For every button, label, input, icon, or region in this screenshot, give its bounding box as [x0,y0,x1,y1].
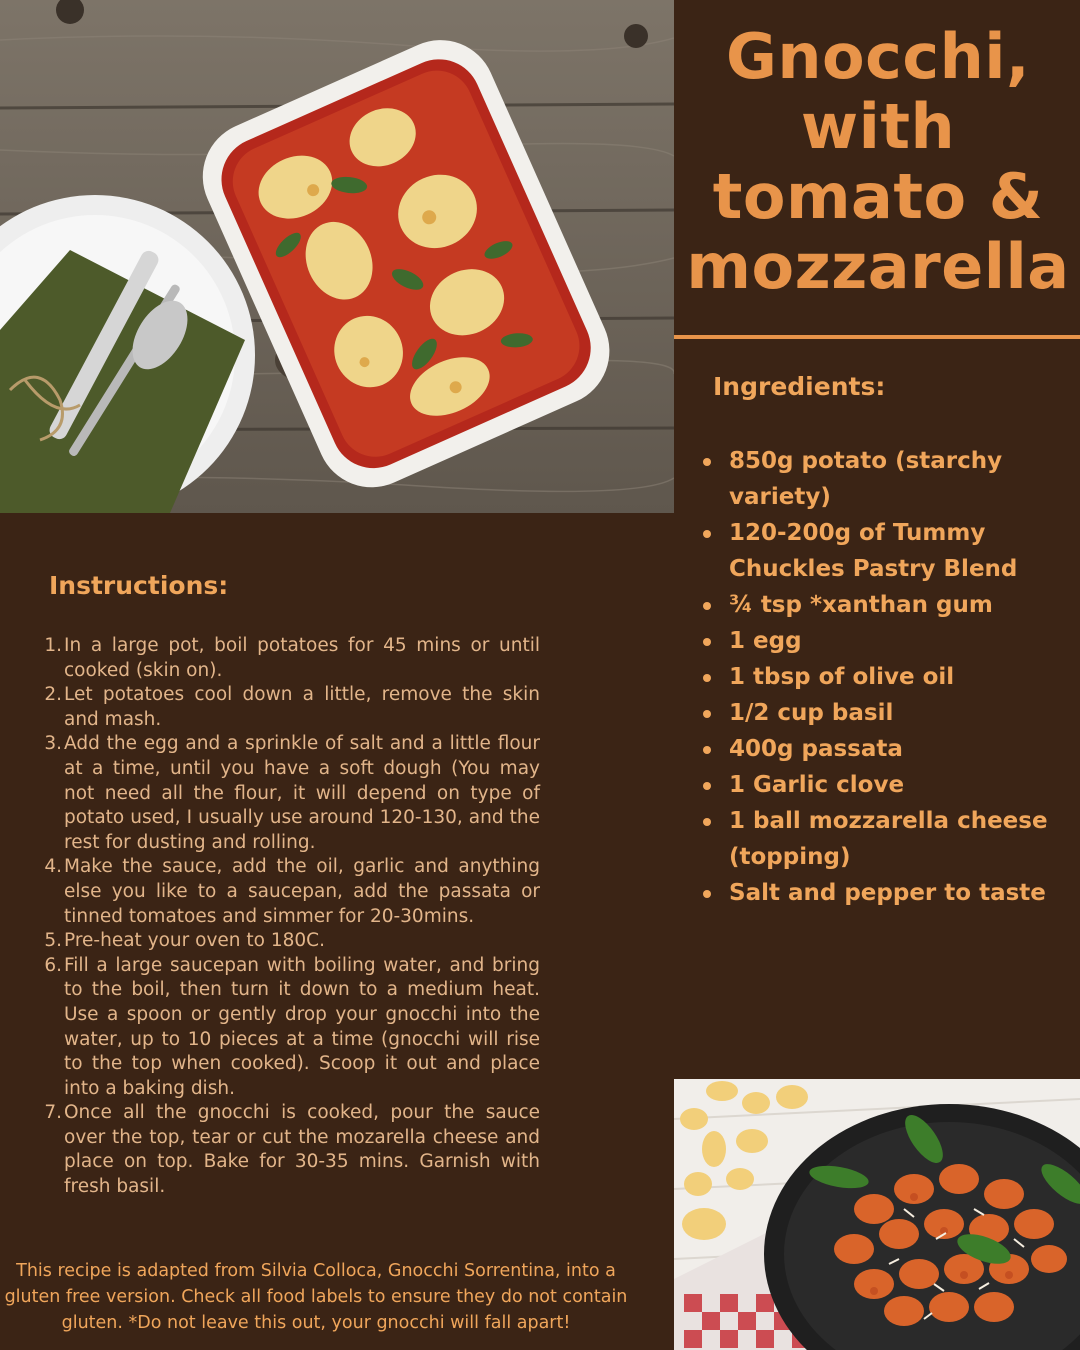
ingredients-list [700,443,1072,911]
step-number: 2. [44,684,62,706]
step-number: 3. [44,733,62,755]
step-text: Make the sauce, add the oil, garlic and anything else you like to a saucepan, add the passata or tinned tomatoes and simmer for 20-30mins. [64,856,540,927]
instruction-step [40,683,540,732]
instruction-step [40,855,540,929]
ingredient-item: 400g passata [700,731,1072,767]
baked-gnocchi-photo [0,0,674,513]
step-number: 7. [44,1102,62,1124]
instructions-heading: Instructions: [49,571,229,600]
gnocchi-plate-photo [674,1079,1080,1350]
ingredient-item: 120-200g of Tummy Chuckles Pastry Blend [700,515,1072,587]
step-text: In a large pot, boil potatoes for 45 mins or until cooked (skin on). [64,635,540,681]
ingredient-item: ¾ tsp *xanthan gum [700,587,1072,623]
recipe-footnote: This recipe is adapted from Silvia Colloca, Gnocchi Sorrentina, into a gluten free version. Check all food labels to ensure they do not contain gluten. *Do not leave this out, your gnocchi will fall apart! [4,1261,628,1333]
step-text: Let potatoes cool down a little, remove the skin and mash. [64,684,540,730]
instruction-step [40,634,540,683]
instructions-list [40,634,540,1200]
step-text: Add the egg and a sprinkle of salt and a little flour at a time, until you have a soft dough (You may not need all the flour, it will depend on type of potato used, I usually use around 120-130, and the rest for dusting and rolling. [64,733,540,853]
instruction-step [40,1101,540,1199]
step-number: 5. [44,930,62,952]
ingredient-item: 1 egg [700,623,1072,659]
ingredient-item: 1 Garlic clove [700,767,1072,803]
ingredients-heading: Ingredients: [713,372,886,401]
instruction-step [40,954,540,1102]
step-text: Pre-heat your oven to 180C. [64,930,325,952]
ingredient-item: 1 ball mozzarella cheese (topping) [700,803,1072,875]
ingredient-item: 850g potato (starchy variety) [700,443,1072,515]
instruction-step [40,732,540,855]
step-number: 1. [44,635,62,656]
title-divider [674,335,1080,339]
ingredient-item: 1 tbsp of olive oil [700,659,1072,695]
recipe-title: Gnocchi, with tomato & mozzarella [686,20,1070,303]
step-number: 4. [44,856,62,878]
step-number: 6. [44,954,62,976]
ingredient-item: Salt and pepper to taste [700,875,1072,911]
ingredient-item: 1/2 cup basil [700,695,1072,731]
instruction-step [40,929,540,954]
step-text: Once all the gnocchi is cooked, pour the sauce over the top, tear or cut the mozarella cheese and place on top. Bake for 30-35 mins. Garnish with fresh basil. [64,1102,540,1198]
step-text: Fill a large saucepan with boiling water, and bring to the boil, then turn it down to a medium heat. Use a spoon or gently drop your gnocchi into the water, up to 10 pieces at a time (gnocchi will rise to the top when cooked). Scoop it out and place into a baking dish. [64,954,540,1099]
